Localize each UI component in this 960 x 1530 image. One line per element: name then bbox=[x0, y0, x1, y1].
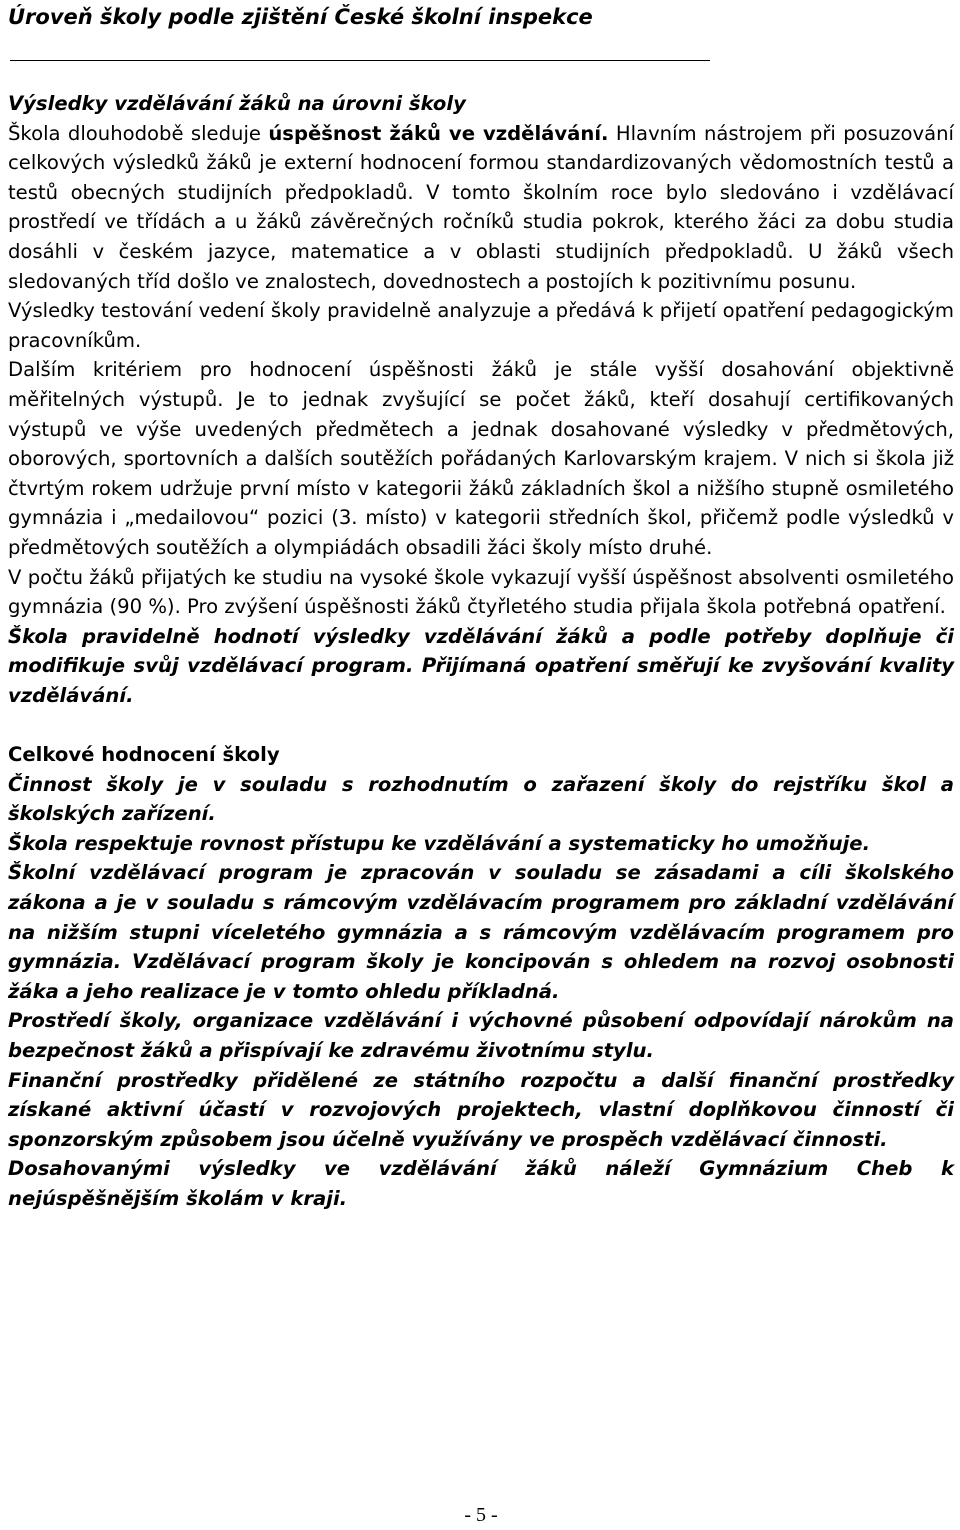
overall-statement: Finanční prostředky přidělené ze státního rozpočtu a další finanční prostředky získané aktivní účastí v rozvojových projektech, vlastní doplňkovou činností či sponzorským způsobem jsou účelně využívány ve prospěch vzdělávací činnosti. bbox=[8, 1068, 954, 1151]
paragraph-results-intro bbox=[8, 119, 954, 297]
overall-statement: Dosahovanými výsledky ve vzdělávání žáků náleží Gymnázium Cheb k nejúspěšnějším školám v kraji. bbox=[8, 1157, 954, 1210]
overall-statement: Školní vzdělávací program je zpracován v souladu se zásadami a cíli školského zákona a je v souladu s rámcovým vzdělávacím programem pro základní vzdělávání na nižším stupni víceletého gymnázia a s rámcovým vzdělávacím programem pro gymnázia. Vzdělávací program školy je koncipován s ohledem na rozvoj osobnosti žáka a jeho realizace je v tomto ohledu příkladná. bbox=[8, 861, 954, 1003]
title-underline bbox=[10, 60, 710, 61]
highlight-success: úspěšnost žáků ve vzdělávání. bbox=[268, 121, 609, 145]
page-number: - 5 - bbox=[464, 1504, 498, 1526]
paragraph-lead: Škola dlouhodobě sleduje bbox=[8, 121, 269, 145]
paragraph-university: V počtu žáků přijatých ke studiu na vysoké škole vykazují vyšší úspěšnost absolventi osmiletého gymnázia (90 %). Pro zvýšení úspěšnosti žáků čtyřletého studia přijala škola potřebná opatření. bbox=[8, 565, 954, 619]
section-heading-results: Výsledky vzdělávání žáků na úrovni školy bbox=[8, 92, 466, 115]
overall-statement: Prostředí školy, organizace vzdělávání i výchovné působení odpovídají nárokům na bezpečnost žáků a přispívají ke zdravému životnímu stylu. bbox=[8, 1009, 954, 1062]
section-heading-overall: Celkové hodnocení školy bbox=[8, 743, 280, 767]
paragraph-rest: Hlavním nástrojem při posuzování celkových výsledků žáků je externí hodnocení formou standardizovaných vědomostních testů a testů obecných studijních předpokladů. V tomto školním roce bylo sledováno i vzdělávací prostředí ve třídách a u žáků závěrečných ročníků studia pokrok, kterého žáci za dobu studia dosáhli v českém jazyce, matematice a v oblasti studijních předpokladů. U žáků všech sledovaných tříd došlo ve znalostech, dovednostech a postojích k pozitivnímu posunu. bbox=[8, 121, 954, 293]
overall-statement: Škola respektuje rovnost přístupu ke vzdělávání a systematicky ho umožňuje. bbox=[8, 831, 871, 855]
body-text bbox=[8, 89, 954, 1214]
conclusion-results: Škola pravidelně hodnotí výsledky vzdělávání žáků a podle potřeby doplňuje či modifikuje svůj vzdělávací program. Přijímaná opatření směřují ke zvyšování kvality vzdělávání. bbox=[8, 624, 954, 707]
page-title: Úroveň školy podle zjištění České školní inspekce bbox=[8, 5, 593, 29]
section-spacer bbox=[8, 710, 954, 740]
paragraph-competitions: Dalším kritériem pro hodnocení úspěšnosti žáků je stále vyšší dosahování objektivně měřitelných výstupů. Je to jednak zvyšující se počet žáků, kteří dosahují certifikovaných výstupů ve výše uvedených předmětech a jednak dosahované výsledky v předmětových, oborových, sportovních a dalších soutěžích pořádaných Karlovarským krajem. V nich si škola již čtvrtým rokem udržuje první místo v kategorii žáků základních škol a nižšího stupně osmiletého gymnázia i „medailovou“ pozici (3. místo) v kategorii středních škol, přičemž podle výsledků v předmětových soutěžích a olympiádách obsadili žáci školy místo druhé. bbox=[8, 358, 954, 559]
paragraph-testing: Výsledky testování vedení školy pravidelně analyzuje a předává k přijetí opatření pedagogickým pracovníkům. bbox=[8, 299, 954, 352]
overall-statement: Činnost školy je v souladu s rozhodnutím o zařazení školy do rejstříku škol a školských zařízení. bbox=[8, 772, 954, 826]
